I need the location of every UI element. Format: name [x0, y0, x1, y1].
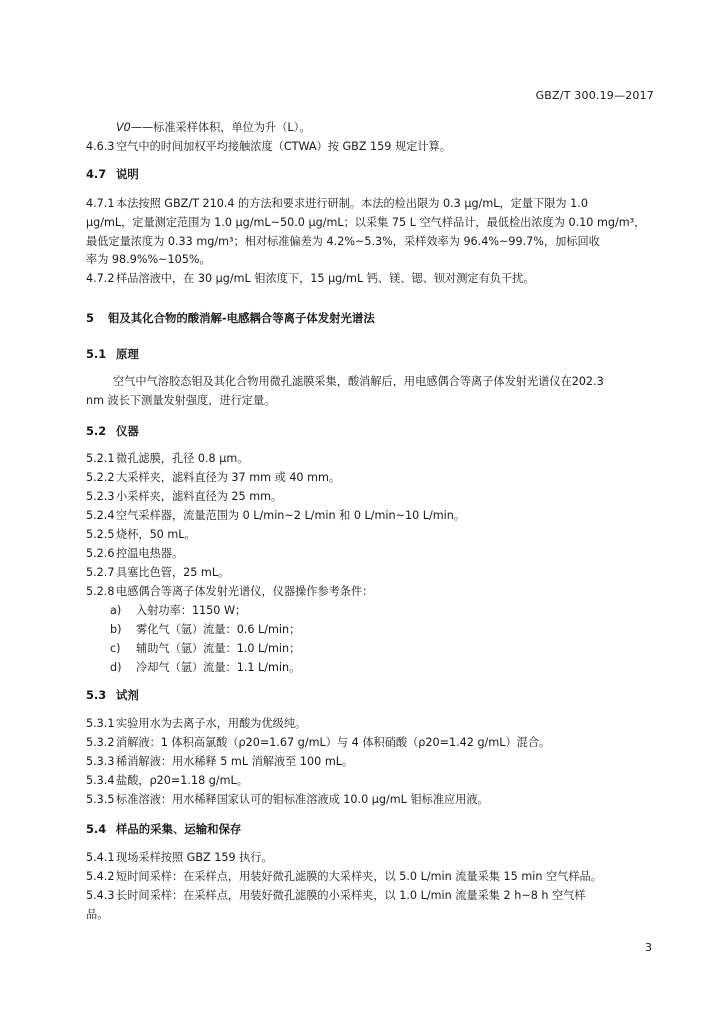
clause-text: 长时间采样：在采样点，用装好微孔滤膜的小采样夹，以 1.0 L/min 流量采集 2 h~8 h 空气样 — [116, 889, 586, 902]
clause-5-2-6 — [86, 546, 183, 561]
clause-text: 稀消解液：用水稀释 5 mL 消解液至 100 mL。 — [116, 755, 354, 768]
clause-text: 控温电热器。 — [116, 547, 184, 560]
heading-5-1 — [86, 347, 139, 362]
list-marker: a) — [110, 604, 122, 617]
clause-5-4-3 — [86, 888, 586, 903]
heading-4-7 — [86, 167, 139, 182]
clause-text: 实验用水为去离子水，用酸为优级纯。 — [116, 717, 307, 730]
definition-text: ——标准采样体积，单位为升（L）。 — [130, 121, 311, 134]
clause-text: 消解液：1 体积高氯酸（ρ20=1.67 g/mL）与 4 体积硝酸（ρ20=1.42 g/mL）混合。 — [116, 736, 551, 749]
clause-number: 5.3.4 — [86, 774, 115, 787]
clause-number: 5.3.3 — [86, 755, 115, 768]
clause-5-2-3 — [86, 489, 282, 504]
clause-text: 电感偶合等离子体发射光谱仪，仪器操作参考条件： — [116, 585, 374, 598]
clause-number: 5.2.7 — [86, 566, 115, 579]
clause-text: 本法按照 GBZ/T 210.4 的方法和要求进行研制。本法的检出限为 0.3 μg/mL，定量下限为 1.0 — [116, 197, 588, 210]
clause-text: 小采样夹，滤料直径为 25 mm。 — [116, 490, 283, 503]
clause-text: 具塞比色管，25 mL。 — [116, 566, 230, 579]
clause-4-7-1-cont: 率为 98.9%%~105%。 — [86, 253, 211, 266]
clause-number: 5.2.3 — [86, 490, 115, 503]
clause-text: 大采样夹，滤料直径为 37 mm 或 40 mm。 — [116, 471, 341, 484]
clause-5-4-2 — [86, 869, 602, 884]
clause-5-2-5 — [86, 527, 196, 542]
clause-number: 5.2.2 — [86, 471, 115, 484]
clause-text: 空气中的时间加权平均接触浓度（CTWA）按 GBZ 159 规定计算。 — [116, 140, 451, 153]
principle-paragraph: 空气中气溶胶态钼及其化合物用微孔滤膜采集，酸消解后，用电感偶合等离子体发射光谱仪在202.3 — [113, 375, 604, 388]
clause-number: 5.2.8 — [86, 585, 115, 598]
clause-number: 5.2.4 — [86, 509, 115, 522]
list-marker: c) — [110, 642, 121, 655]
clause-number: 5.2.1 — [86, 452, 115, 465]
clause-number: 5.3.1 — [86, 717, 115, 730]
clause-5-4-3-cont: 品。 — [86, 908, 109, 921]
clause-text: 标准溶液：用水稀释国家认可的钼标准溶液成 10.0 μg/mL 钼标准应用液。 — [116, 793, 489, 806]
clause-5-2-8 — [86, 584, 373, 599]
clause-4-7-1-cont: 最低定量浓度为 0.33 mg/m³；相对标准偏差为 4.2%~5.3%，采样效率为 96.4%~99.7%，加标回收 — [86, 235, 600, 248]
clause-number: 4.7.2 — [86, 272, 115, 285]
clause-number: 5.2.5 — [86, 528, 115, 541]
list-text: 冷却气（氩）流量：1.1 L/min。 — [136, 661, 301, 674]
clause-number: 4.6.3 — [86, 140, 115, 153]
clause-text: 短时间采样：在采样点，用装好微孔滤膜的大采样夹，以 5.0 L/min 流量采集 15 min 空气样品。 — [116, 870, 602, 883]
heading-text: 样品的采集、运输和保存 — [116, 822, 242, 836]
clause-text: 样品溶液中，在 30 μg/mL 钼浓度下，15 μg/mL 钙、镁、锶、钡对测定有负干扰。 — [116, 272, 535, 285]
list-marker: d) — [110, 661, 122, 674]
clause-5-3-2 — [86, 735, 550, 750]
clause-5-2-2 — [86, 470, 340, 485]
list-item-a — [110, 603, 246, 618]
clause-number: 5.2.6 — [86, 547, 115, 560]
clause-number: 5.4.1 — [86, 851, 115, 864]
definition-v0 — [116, 120, 310, 135]
clause-text: 空气采样器，流量范围为 0 L/min~2 L/min 和 0 L/min~10 L/min。 — [116, 509, 466, 522]
clause-4-7-2 — [86, 271, 535, 286]
heading-text: 原理 — [116, 347, 139, 361]
clause-5-2-4 — [86, 508, 465, 523]
heading-number: 5.1 — [86, 347, 107, 361]
list-text: 入射功率：1150 W； — [136, 604, 247, 617]
clause-text: 现场采样按照 GBZ 159 执行。 — [116, 851, 273, 864]
page-number: 3 — [645, 941, 652, 954]
clause-5-3-3 — [86, 754, 353, 769]
clause-text: 微孔滤膜，孔径 0.8 μm。 — [116, 452, 249, 465]
clause-4-7-1-cont: μg/mL，定量测定范围为 1.0 μg/mL~50.0 μg/mL；以采集 75 L 空气样品计，最低检出浓度为 0.10 mg/m³， — [86, 216, 646, 229]
clause-5-2-1 — [86, 451, 248, 466]
list-marker: b) — [110, 623, 122, 636]
list-text: 雾化气（氩）流量：0.6 L/min； — [136, 623, 301, 636]
clause-number: 4.7.1 — [86, 197, 115, 210]
heading-number: 5.3 — [86, 688, 107, 702]
heading-text: 说明 — [116, 167, 139, 181]
heading-number: 5.4 — [86, 822, 107, 836]
heading-5-4 — [86, 822, 241, 837]
clause-number: 5.4.3 — [86, 889, 115, 902]
heading-5-2 — [86, 424, 139, 439]
clause-4-6-3 — [86, 139, 451, 154]
list-item-c — [110, 641, 300, 656]
heading-text: 仪器 — [116, 424, 139, 438]
heading-text: 试剂 — [116, 688, 139, 702]
clause-5-3-4 — [86, 773, 248, 788]
clause-5-4-1 — [86, 850, 273, 865]
clause-number: 5.3.5 — [86, 793, 115, 806]
clause-text: 盐酸，ρ20=1.18 g/mL。 — [116, 774, 248, 787]
list-item-d — [110, 660, 300, 675]
heading-5-3 — [86, 688, 139, 703]
standard-code: GBZ/T 300.19—2017 — [535, 89, 654, 102]
section-5-heading — [86, 311, 375, 326]
principle-paragraph-cont: nm 波长下测量发射强度，进行定量。 — [86, 394, 276, 407]
list-item-b — [110, 622, 300, 637]
symbol: V0 — [116, 121, 131, 134]
heading-number: 4.7 — [86, 167, 107, 181]
clause-4-7-1 — [86, 196, 588, 211]
list-text: 辅助气（氩）流量：1.0 L/min； — [136, 642, 301, 655]
clause-5-3-1 — [86, 716, 306, 731]
clause-text: 烧杯，50 mL。 — [116, 528, 196, 541]
heading-number: 5.2 — [86, 424, 107, 438]
heading-number: 5 — [86, 311, 94, 325]
clause-5-3-5 — [86, 792, 489, 807]
clause-number: 5.3.2 — [86, 736, 115, 749]
clause-number: 5.4.2 — [86, 870, 115, 883]
clause-5-2-7 — [86, 565, 229, 580]
heading-text: 钼及其化合物的酸消解-电感耦合等离子体发射光谱法 — [108, 311, 375, 325]
